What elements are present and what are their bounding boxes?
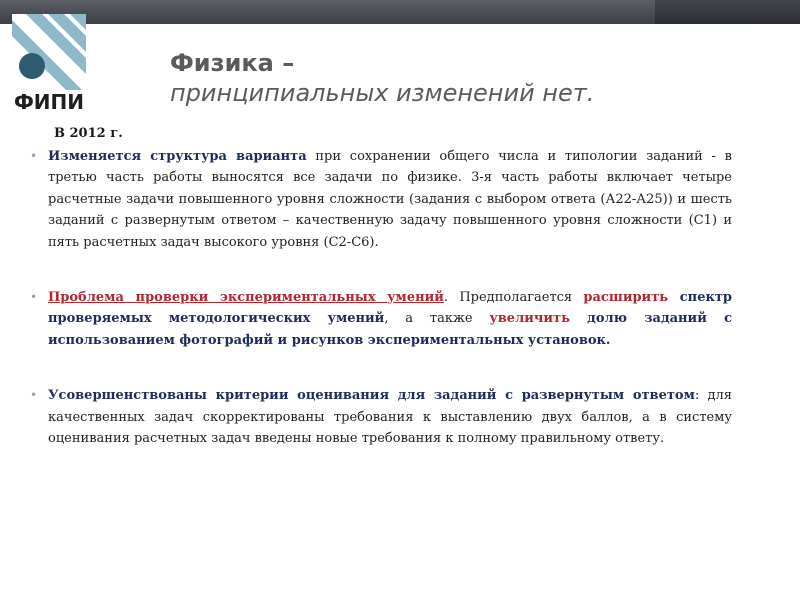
logo-emblem [12, 14, 86, 90]
paragraph-lead: Усовершенствованы критерии оценивания для заданий с развернутым ответом [48, 388, 695, 404]
year-heading: В 2012 г. [54, 126, 123, 141]
paragraph-experimental-skills [30, 287, 732, 351]
paragraph-criteria [30, 385, 732, 449]
paragraph-structure [30, 146, 732, 253]
bold-text: спектр проверяемых методологических умений [48, 290, 733, 327]
bullet-icon: • [30, 149, 38, 163]
title-line-2: принципиальных изменений нет. [170, 79, 595, 107]
highlight-expand: расширить [583, 290, 669, 306]
slide-title [170, 48, 770, 108]
fipi-logo [12, 14, 86, 116]
top-bar [0, 0, 800, 24]
paragraph-text: : для качественных задач скорректированы требования к выставлению двух баллов, а в систему оценивания расчетных задач введены новые требования к полному правильному ответу. [48, 388, 733, 447]
bullet-icon: • [30, 388, 38, 403]
bold-text: долю заданий с использованием фотографий и рисунков экспериментальных установок. [48, 311, 732, 348]
slide-content [30, 146, 732, 449]
paragraph-text: при сохранении общего числа и типологии заданий - в третью часть работы выносятся все задачи по физике. 3-я часть работы включает четыре расчетные задачи повышенного уровня сложности (задания с выбором ответа (А22-А25)) и шесть заданий с развернутым ответом – качественную задачу повышенного уровня сложности (С1) и пять расчетных задач высокого уровня (С2-С6). [48, 149, 732, 250]
highlight-increase: увеличить [489, 311, 570, 327]
paragraph-text: , а также [384, 311, 490, 327]
top-bar-accent [655, 0, 800, 24]
bullet-icon: • [30, 290, 38, 305]
paragraph-lead: Изменяется структура варианта [48, 149, 307, 164]
paragraph-lead: Проблема проверки экспериментальных умений [48, 290, 444, 306]
logo-text: ФИПИ [13, 90, 85, 114]
paragraph-text: . Предполагается [443, 290, 584, 306]
title-line-1: Физика – [170, 49, 295, 77]
